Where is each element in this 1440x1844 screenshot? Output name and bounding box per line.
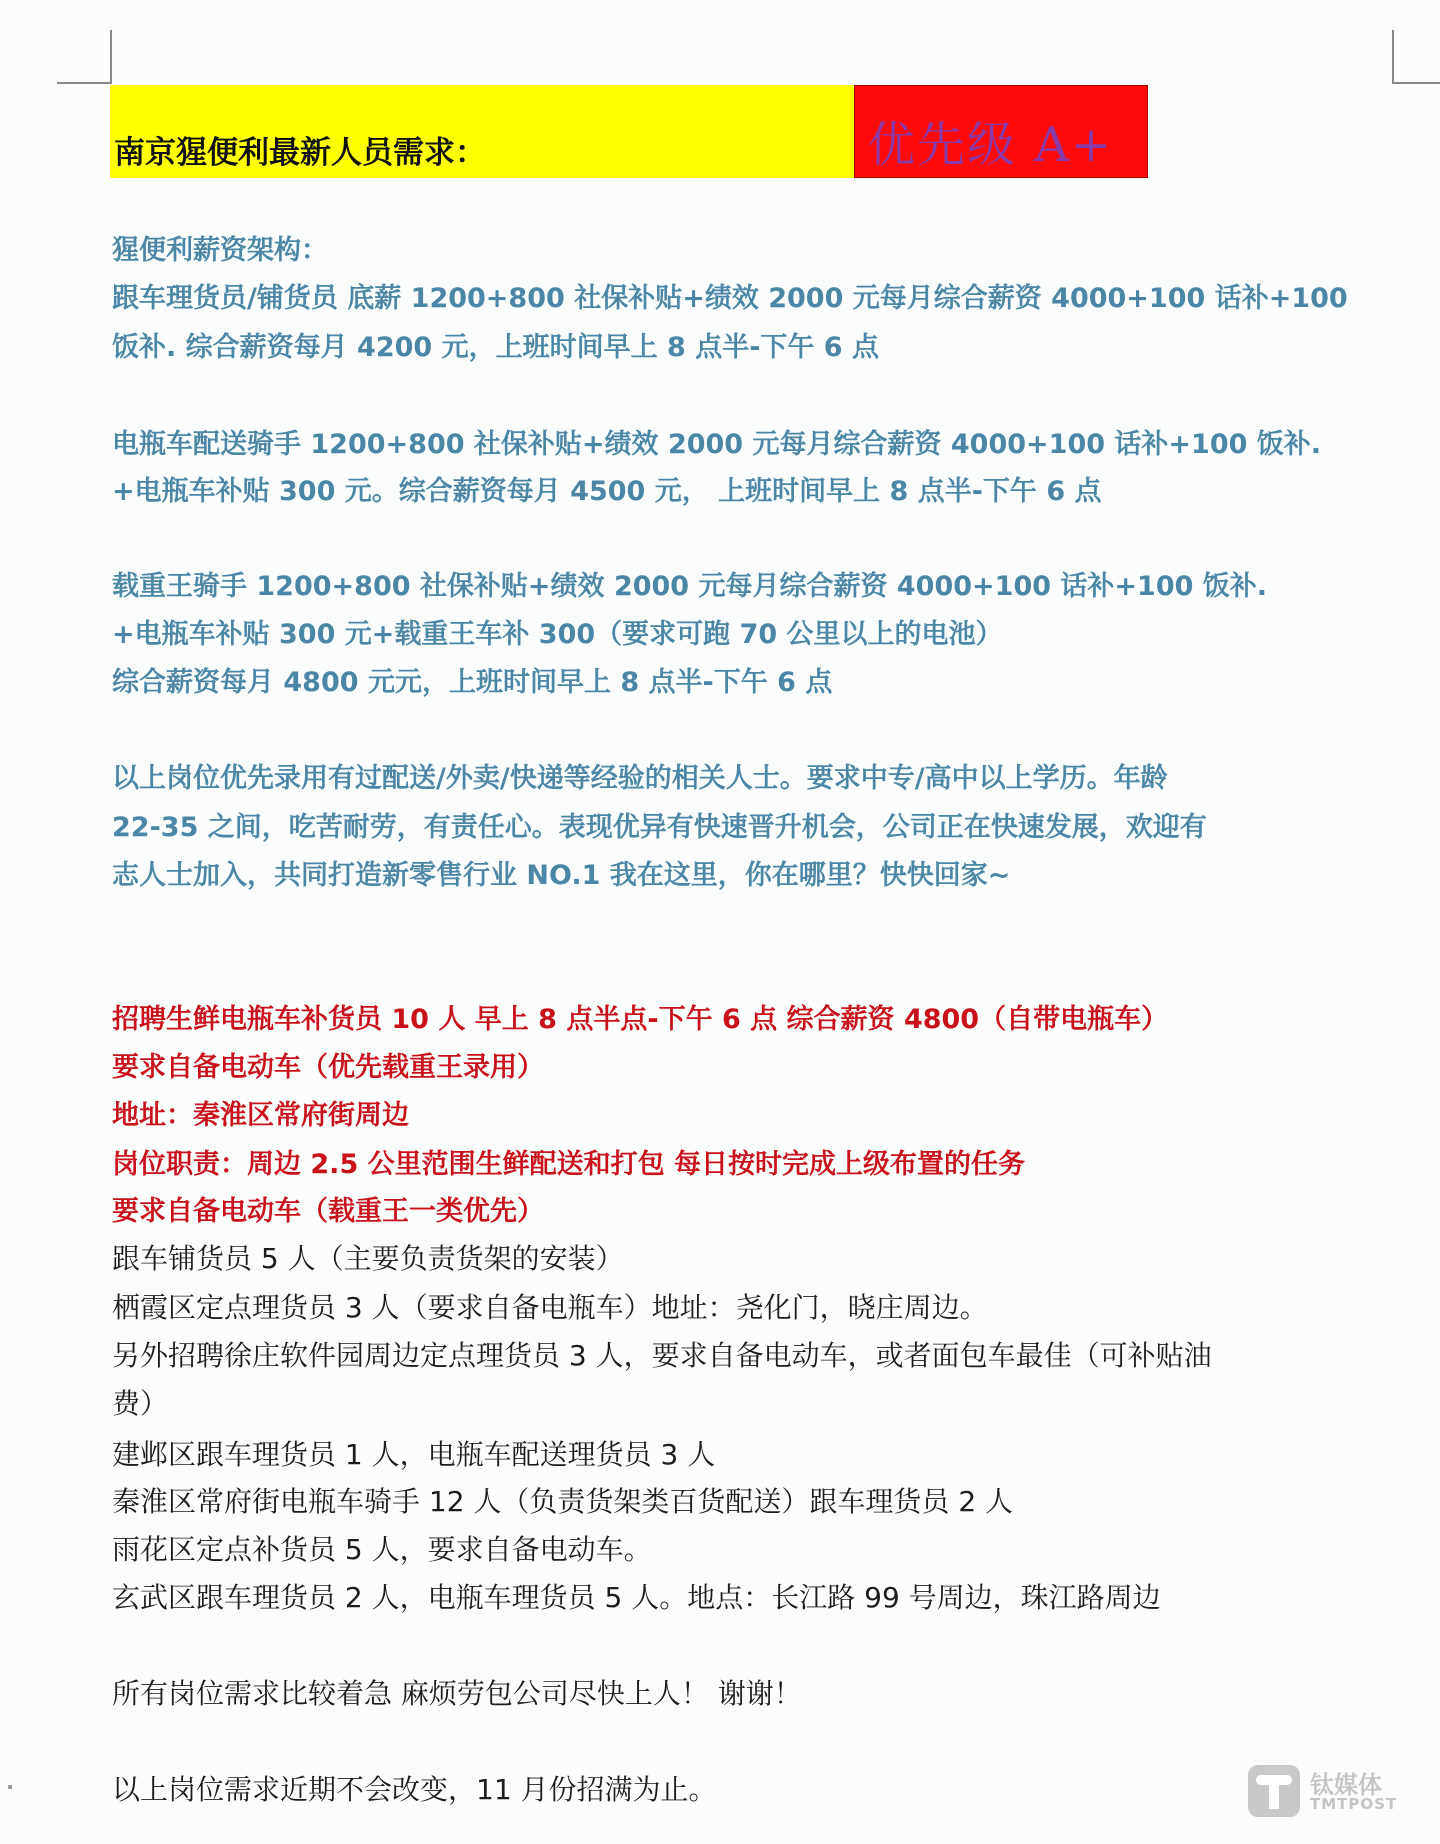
- salary-line: 综合薪资每月 4800 元元，上班时间早上 8 点半-下午 6 点: [112, 667, 833, 698]
- fresh-line: 地址：秦淮区常府街周边: [112, 1100, 409, 1131]
- fresh-line: 要求自备电动车（载重王一类优先）: [112, 1196, 544, 1227]
- salary-line: 载重王骑手 1200+800 社保补贴+绩效 2000 元每月综合薪资 4000+100 话补+100 饭补.: [112, 571, 1268, 602]
- priority-badge-label: 优先级 A+: [867, 117, 1114, 173]
- page-title: 南京猩便利最新人员需求：: [114, 135, 486, 171]
- crop-mark-top-left: [57, 30, 112, 84]
- header-banner: [110, 85, 1148, 178]
- priority-badge: [854, 85, 1148, 178]
- position-line: 秦淮区常府街电瓶车骑手 12 人（负责货架类百货配送）跟车理货员 2 人: [112, 1485, 1014, 1518]
- margin-mark: [8, 1785, 12, 1789]
- title-highlight: [110, 85, 854, 178]
- position-line: 另外招聘徐庄软件园周边定点理货员 3 人，要求自备电动车，或者面包车最佳（可补贴油: [112, 1339, 1212, 1372]
- salary-line: +电瓶车补贴 300 元。综合薪资每月 4500 元， 上班时间早上 8 点半-下午 6 点: [112, 476, 1102, 507]
- position-line: 玄武区跟车理货员 2 人，电瓶车理货员 5 人。地点：长江路 99 号周边，珠江路周边: [112, 1581, 1161, 1614]
- salary-line: 饭补. 综合薪资每月 4200 元，上班时间早上 8 点半-下午 6 点: [112, 332, 879, 363]
- position-line: 费）: [112, 1387, 169, 1420]
- watermark-cn: 钛媒体: [1310, 1771, 1382, 1799]
- watermark: [1248, 1765, 1440, 1825]
- position-line: 跟车铺货员 5 人（主要负责货架的安装）: [112, 1242, 624, 1275]
- crop-mark-top-right: [1392, 30, 1440, 84]
- position-line: 建邺区跟车理货员 1 人，电瓶车配送理货员 3 人: [112, 1438, 716, 1471]
- salary-line: 跟车理货员/铺货员 底薪 1200+800 社保补贴+绩效 2000 元每月综合薪资 4000+100 话补+100: [112, 283, 1348, 314]
- tmtpost-logo-icon: [1248, 1765, 1300, 1817]
- salary-heading: 猩便利薪资架构：: [112, 235, 328, 266]
- requirements-line: 以上岗位优先录用有过配送/外卖/快递等经验的相关人士。要求中专/高中以上学历。年龄: [112, 763, 1168, 794]
- salary-line: +电瓶车补贴 300 元+载重王车补 300（要求可跑 70 公里以上的电池）: [112, 619, 1003, 650]
- fresh-line: 要求自备电动车（优先载重王录用）: [112, 1052, 544, 1083]
- closing-note: 以上岗位需求近期不会改变，11 月份招满为止。: [112, 1773, 717, 1806]
- salary-line: 电瓶车配送骑手 1200+800 社保补贴+绩效 2000 元每月综合薪资 4000+100 话补+100 饭补.: [112, 429, 1322, 460]
- position-line: 栖霞区定点理货员 3 人（要求自备电瓶车）地址：尧化门，晓庄周边。: [112, 1291, 988, 1324]
- position-line: 雨花区定点补货员 5 人，要求自备电动车。: [112, 1533, 652, 1566]
- requirements-line: 志人士加入，共同打造新零售行业 NO.1 我在这里，你在哪里？快快回家~: [112, 860, 1011, 891]
- requirements-line: 22-35 之间，吃苦耐劳，有责任心。表现优异有快速晋升机会，公司正在快速发展，欢迎有: [112, 812, 1207, 843]
- watermark-en: TMTPOST: [1310, 1795, 1398, 1813]
- fresh-line: 招聘生鲜电瓶车补货员 10 人 早上 8 点半点-下午 6 点 综合薪资 4800（自带电瓶车）: [112, 1004, 1169, 1035]
- fresh-line: 岗位职责：周边 2.5 公里范围生鲜配送和打包 每日按时完成上级布置的任务: [112, 1149, 1026, 1180]
- closing-urgent: 所有岗位需求比较着急 麻烦劳包公司尽快上人！ 谢谢！: [112, 1677, 802, 1710]
